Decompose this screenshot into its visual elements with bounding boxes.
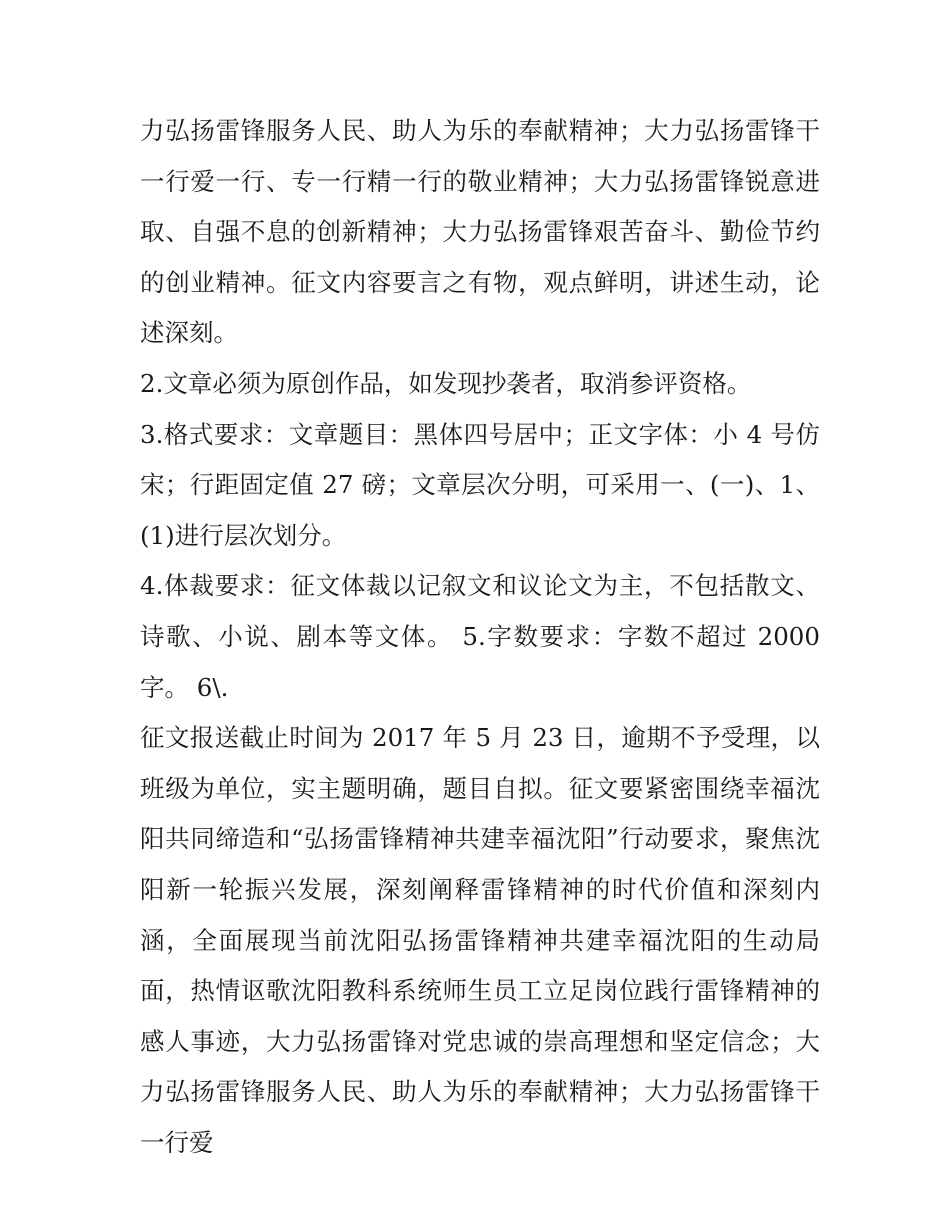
paragraph-format: 3.格式要求：文章题目：黑体四号居中；正文字体：小 4 号仿宋；行距固定值 27 磅；文章层次分明，可采用一、(一)、1、(1)进行层次划分。 [140,419,820,550]
paragraph-deadline: 征文报送截止时间为 2017 年 5 月 23 日，逾期不予受理，以班级为单位，实主题明确，题目自拟。征文要紧密围绕幸福沈阳共同缔造和“弘扬雷锋精神共建幸福沈阳”行动要求，聚焦沈阳新一轮振兴发展，深刻阐释雷锋精神的时代价值和深刻内涵，全面展现当前沈阳弘扬雷锋精神共建幸福沈阳的生动局面，热情讴歌沈阳教科系统师生员工立足岗位践行雷锋精神的感人事迹，大力弘扬雷锋对党忠诚的崇高理想和坚定信念；大力弘扬雷锋服务人民、助人为乐的奉献精神；大力弘扬雷锋干一行爱 [140,723,820,1157]
paragraph-continued-intro: 力弘扬雷锋服务人民、助人为乐的奉献精神；大力弘扬雷锋干一行爱一行、专一行精一行的敬业精神；大力弘扬雷锋锐意进取、自强不息的创新精神；大力弘扬雷锋艰苦奋斗、勤俭节约的创业精神。征文内容要言之有物，观点鲜明，讲述生动，论述深刻。 [140,116,820,348]
paragraph-genre-wordcount: 4.体裁要求：征文体裁以记叙文和议论文为主，不包括散文、诗歌、小说、剧本等文体。 5.字数要求：字数不超过 2000 字。 6\. [140,571,820,702]
document-body [140,106,820,1168]
paragraph-originality: 2.文章必须为原创作品，如发现抄袭者，取消参评资格。 [140,368,752,398]
